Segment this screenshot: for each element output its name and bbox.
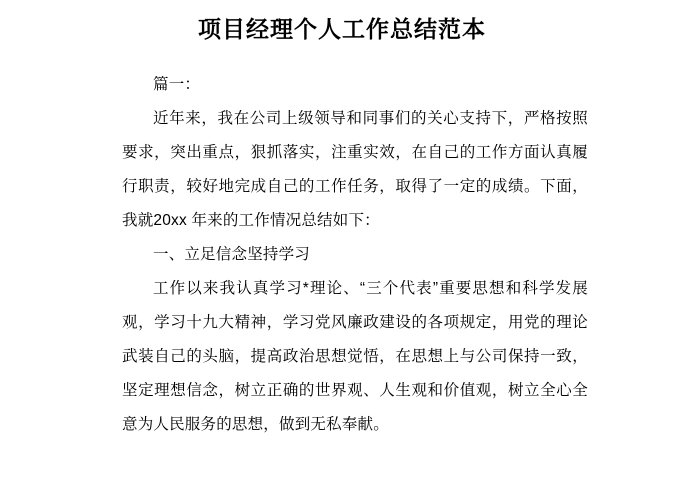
paragraph-label-pian-yi: 篇一：	[153, 76, 201, 93]
paragraph-section-one-body: 工作以来我认真学习*理论、“三个代表”重要思想和科学发展观，学习十九大精神，学习党风廉政建设的各项规定，用党的理论武装自己的头脑，提高政治思想觉悟，在思想上与公司保持一致，坚定理想信念，树立正确的世界观、人生观和价值观，树立全心全意为人民服务的思想，做到无私奉献。	[122, 280, 588, 433]
paragraph-intro: 近年来，我在公司上级领导和同事们的关心支持下，严格按照要求，突出重点，狠抓落实，注重实效，在自己的工作方面认真履行职责，较好地完成自己的工作任务，取得了一定的成绩。下面，我就20xx 年来的工作情况总结如下：	[122, 110, 588, 229]
page-title: 项目经理个人工作总结范本	[198, 16, 486, 42]
document-body	[0, 68, 684, 442]
document-page	[0, 12, 684, 480]
paragraph-heading-section-one: 一、立足信念坚持学习	[153, 246, 311, 263]
